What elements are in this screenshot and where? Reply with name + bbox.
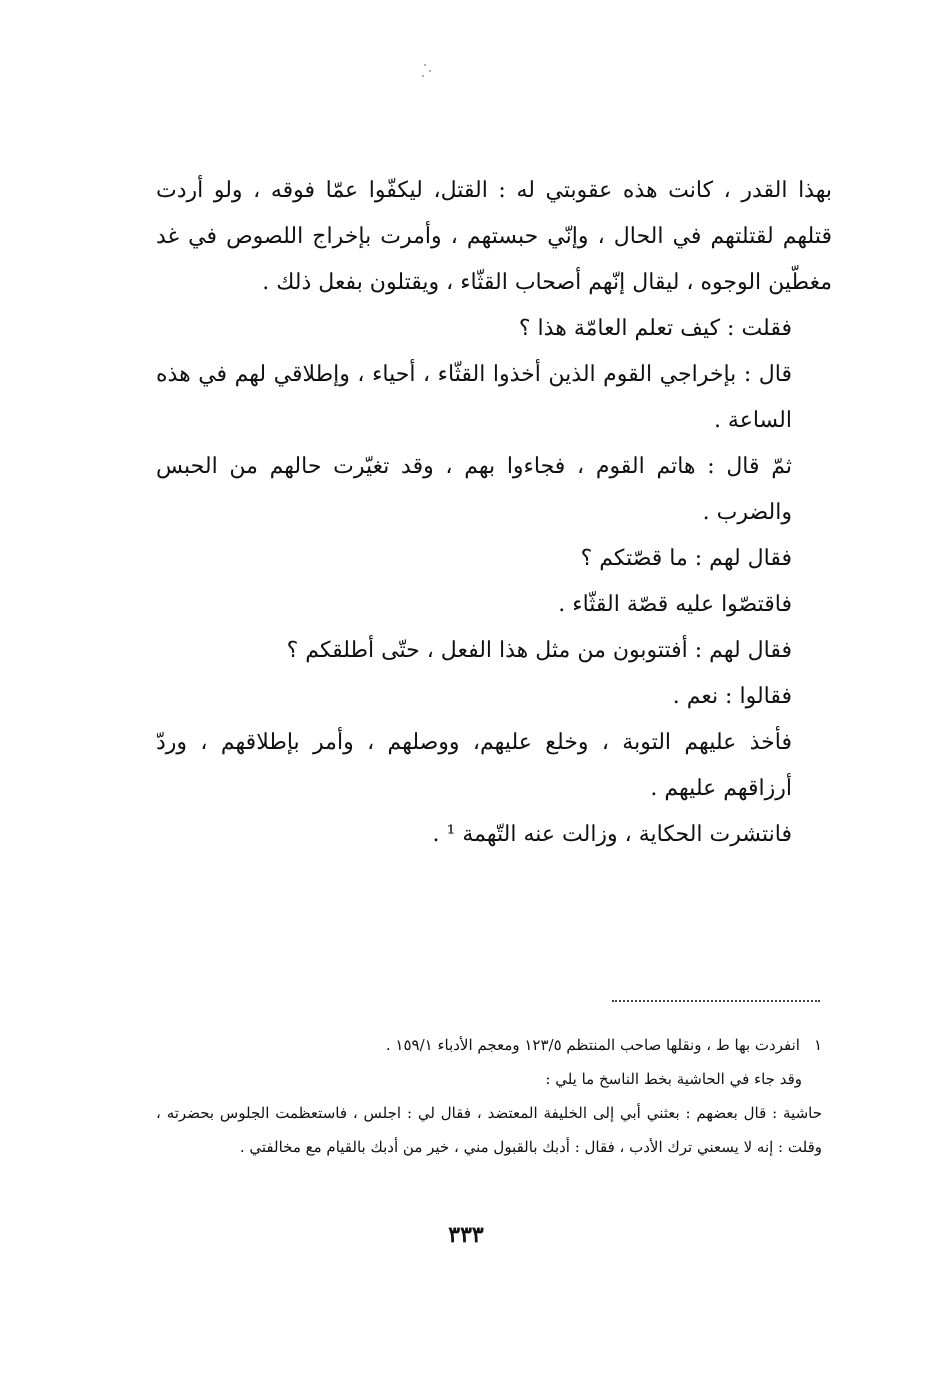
footnote-text: انفردت بها ط ، ونقلها صاحب المنتظم ١٢٣/٥ ومعجم الأدباء ١٥٩/١ .: [385, 1036, 800, 1054]
footnote-line: حاشية : قال بعضهم : بعثني أبي إلى الخليفة المعتضد ، فقال لي : اجلس ، فاستعظمت الجلوس بحضرته ، وقلت : إنه لا يسعني ترك الأدب ، فقال : أدبك بالقبول مني ، خير من أدبك بالقيام مع مخالفتي .: [156, 1104, 822, 1156]
paragraph: فقالوا : نعم .: [672, 684, 792, 709]
footnote-line: [156, 1028, 822, 1062]
main-text: [156, 168, 832, 858]
paragraph: فقلت : كيف تعلم العامّة هذا ؟: [518, 316, 792, 341]
paragraph: قال : بإخراجي القوم الذين أخذوا القثّاء ، أحياء ، وإطلاقي لهم في هذه الساعة .: [156, 362, 792, 433]
paragraph: فقال لهم : أفتتوبون من مثل هذا الفعل ، حتّى أطلقكم ؟: [286, 638, 792, 663]
paragraph: بهذا القدر ، كانت هذه عقوبتي له : القتل، ليكفّوا عمّا فوقه ، ولو أردت قتلهم لقتلتهم في الحال ، وإنّي حبستهم ، وأمرت بإخراج اللصوص في غد مغطّين الوجوه ، ليقال إنّهم أصحاب القثّاء ، ويقتلون بفعل ذلك .: [156, 178, 832, 295]
footnote-divider: [612, 1000, 820, 1002]
paragraph: ثمّ قال : هاتم القوم ، فجاءوا بهم ، وقد تغيّرت حالهم من الحبس والضرب .: [156, 454, 792, 525]
paragraph: فأخذ عليهم التوبة ، وخلع عليهم، ووصلهم ، وأمر بإطلاقهم ، وردّ أرزاقهم عليهم .: [156, 730, 792, 801]
footnotes: [156, 1028, 822, 1164]
paragraph: فانتشرت الحكاية ، وزالت عنه التّهمة ¹ .: [432, 822, 792, 847]
paragraph: فاقتصّوا عليه قصّة القثّاء .: [558, 592, 792, 617]
footnote-number: ١: [813, 1036, 822, 1054]
paragraph: فقال لهم : ما قصّتكم ؟: [580, 546, 792, 571]
scan-speck: [420, 62, 434, 80]
footnote-line: وقد جاء في الحاشية بخط الناسخ ما يلي :: [545, 1070, 802, 1088]
page-number: ٣٣٣: [448, 1222, 484, 1248]
